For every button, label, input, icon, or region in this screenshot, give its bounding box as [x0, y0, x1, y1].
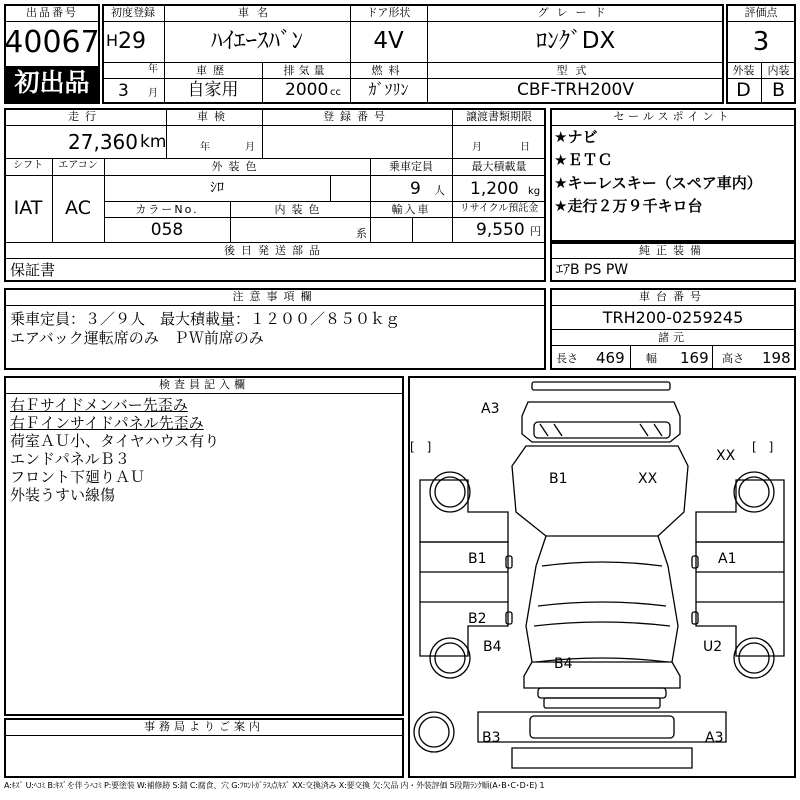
first-reg-label: 初度登録	[111, 6, 155, 19]
mileage-unit: km	[140, 132, 167, 152]
sales-points-title: セールスポイント	[613, 110, 733, 123]
bracket-left: [ ]	[410, 440, 432, 454]
van-outline-diagram	[408, 376, 796, 778]
int-color-suffix: 系	[356, 227, 367, 240]
height-label: 高さ	[722, 352, 744, 365]
lot-label: 出品番号	[26, 6, 78, 19]
capacity: 9	[410, 179, 421, 199]
inspector-line-1: 右Ｆサイドメンバー先歪み	[10, 396, 188, 414]
capacity-label: 乗車定員	[389, 160, 433, 173]
ext-color-label: 外装色	[211, 160, 263, 173]
length: 469	[596, 349, 625, 367]
mileage: 27,360	[68, 130, 138, 154]
transfer-day-unit: 日	[520, 142, 530, 153]
transfer-deadline-label: 譲渡書類期限	[466, 110, 532, 123]
sales-point-2: ★ＥＴＣ	[554, 151, 613, 169]
door-label: ドア形状	[366, 6, 411, 19]
aircon-label: エアコン	[58, 160, 98, 171]
door-type: 4V	[373, 28, 404, 54]
notes-title: 注意事項欄	[232, 290, 318, 303]
inspector-title: 検査員記入欄	[159, 378, 249, 391]
fuel-label: 燃料	[371, 64, 406, 77]
era: H	[106, 31, 119, 50]
model-code: CBF-TRH200V	[517, 80, 634, 100]
chassis-title: 車台番号	[639, 290, 707, 303]
inspector-line-3: 荷室ＡＵ小、タイヤハウス有り	[10, 432, 220, 450]
mark-left-rear: B4	[483, 639, 502, 655]
int-color-label: 内装色	[274, 203, 326, 216]
reg-no-label: 登録番号	[323, 110, 391, 123]
year-unit: 年	[148, 64, 158, 75]
lot-number: 40067	[4, 25, 100, 60]
exterior-label: 外装	[732, 64, 755, 77]
score-label: 評価点	[744, 6, 778, 19]
interior-label: 内装	[767, 64, 790, 77]
dims-title: 諸元	[658, 331, 688, 344]
inspection-month-unit: 月	[245, 142, 255, 153]
car-name-label: 車名	[238, 6, 276, 19]
displacement-label: 排気量	[283, 64, 329, 77]
width: 169	[680, 349, 709, 367]
aircon: AC	[65, 197, 91, 219]
interior-grade: B	[771, 79, 786, 101]
recycle-label: リサイクル預託金	[459, 203, 539, 214]
mark-roof-1: B1	[549, 471, 568, 487]
inspector-line-5: フロント下廻りＡＵ	[10, 468, 146, 486]
ext-color: ｼﾛ	[210, 180, 224, 196]
exterior-grade: D	[736, 79, 751, 101]
shift-label: シフト	[13, 160, 43, 171]
max-load-label: 最大積載量	[471, 160, 527, 173]
displacement: 2000	[285, 80, 329, 100]
mark-bottom-right: A3	[705, 730, 724, 746]
sales-point-1: ★ナビ	[554, 128, 598, 146]
mark-right-rear: U2	[703, 639, 723, 655]
sales-point-4: ★走行２万９千キロ台	[554, 197, 703, 215]
mark-top-left: A3	[481, 401, 500, 417]
later-parts-text: 保証書	[10, 261, 56, 279]
office-title: 事務局よりご案内	[144, 720, 264, 733]
history-label: 車歴	[196, 64, 230, 77]
inspector-line-4: エンドパネルＢ３	[10, 450, 130, 468]
sales-point-3: ★キーレスキー（スペア車内）	[554, 174, 762, 192]
month-unit: 月	[148, 88, 158, 99]
mark-left-mid-1: B1	[468, 551, 487, 567]
max-load: 1,200	[470, 179, 519, 199]
car-name: ﾊｲｴｰｽﾊﾞﾝ	[211, 28, 303, 54]
reg-year: 29	[118, 29, 146, 54]
notes-line-2: エアバック運転席のみ ＰＷ前席のみ	[10, 329, 264, 347]
color-no: 058	[150, 220, 184, 240]
inspector-line-2: 右Ｆインサイドパネル先歪み	[10, 414, 204, 432]
car-history: 自家用	[187, 80, 239, 100]
mark-roof-2: XX	[638, 471, 658, 487]
transfer-month-unit: 月	[472, 142, 482, 153]
fuel: ｶﾞｿﾘﾝ	[368, 80, 409, 99]
inspection-year-unit: 年	[200, 142, 210, 153]
width-label: 幅	[646, 352, 657, 365]
inspector-line-6: 外装うすい線傷	[10, 486, 116, 504]
shift: IAT	[13, 197, 43, 219]
bracket-right: [ ]	[752, 440, 774, 454]
reg-month: 3	[118, 81, 129, 101]
max-load-unit: kg	[528, 186, 541, 197]
displacement-unit: cc	[330, 87, 341, 98]
genuine-title: 純正装備	[639, 244, 707, 257]
recycle-unit: 円	[530, 225, 541, 238]
score: 3	[752, 27, 770, 57]
mark-back: B4	[554, 656, 573, 672]
first-listing-label: 初出品	[14, 68, 90, 97]
genuine-text: ｴｱB PS PW	[556, 262, 629, 278]
grade: ﾛﾝｸﾞDX	[535, 28, 616, 54]
mark-left-mid-2: B2	[468, 611, 487, 627]
mark-right-mid-1: A1	[718, 551, 737, 567]
mark-front-right: XX	[716, 448, 736, 464]
notes-line-1: 乗車定員：３／９人 最大積載量：１２００／８５０ｋｇ	[10, 310, 401, 328]
later-parts-title: 後日発送部品	[224, 244, 326, 257]
height: 198	[762, 349, 791, 367]
recycle-amount: 9,550	[476, 220, 525, 240]
length-label: 長さ	[556, 352, 578, 365]
import-label: 輸入車	[391, 203, 431, 216]
chassis-number: TRH200-0259245	[602, 308, 744, 327]
legend-text: A:ｷｽﾞ U:ﾍｺﾐ B:ｷｽﾞを伴うﾍｺﾐ P:要塗装 W:補修跡 S:錆 C:腐食、穴 G:ﾌﾛﾝﾄｶﾞﾗｽ点ｷｽﾞ XX:交換済み X:要交換 欠:欠品 内・外装評価 5段階ﾗﾝｸ順(A･B･C･D･E) 1	[4, 781, 545, 790]
color-no-label: カラーNo.	[135, 203, 199, 216]
capacity-unit: 人	[434, 184, 445, 197]
mark-bottom-left: B3	[482, 730, 501, 746]
model-label: 型式	[556, 64, 595, 77]
inspection-label: 車検	[197, 110, 231, 123]
grade-label: グレード	[537, 6, 614, 19]
mileage-label: 走行	[68, 110, 102, 123]
